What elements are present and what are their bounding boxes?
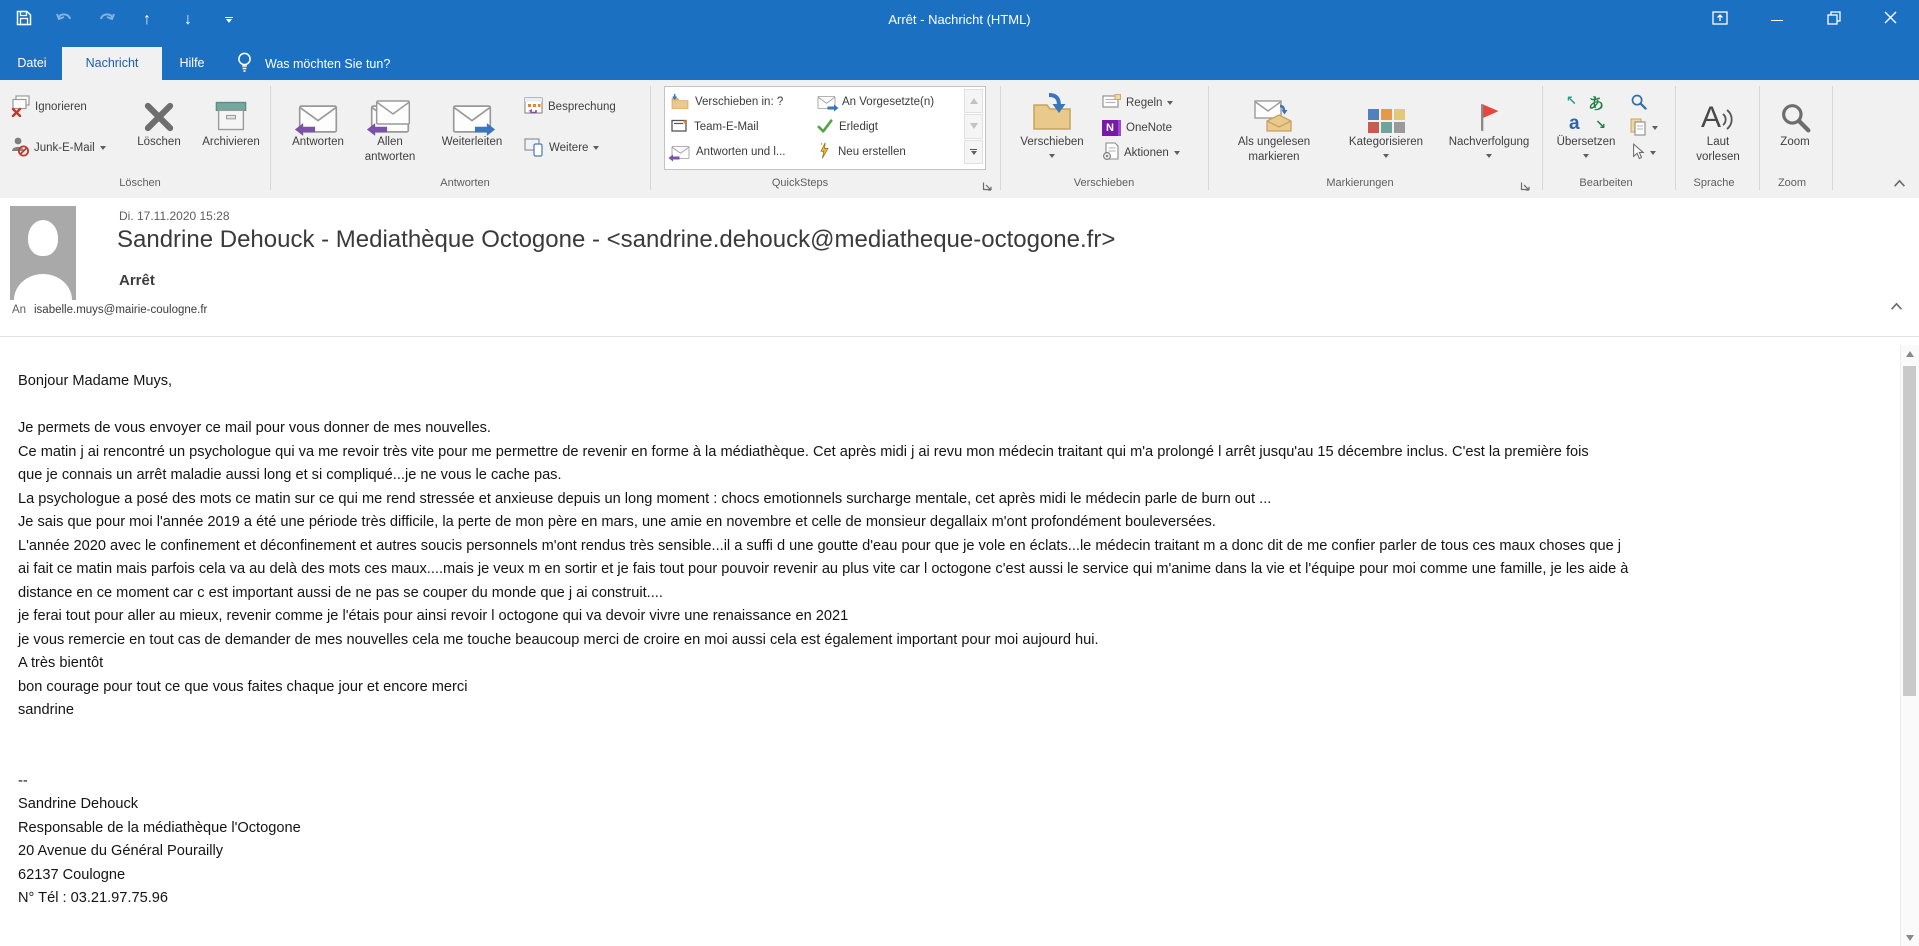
quicksteps-scroll-down[interactable]: [964, 114, 983, 138]
translate-label: Übersetzen: [1556, 136, 1616, 148]
meeting-icon: [524, 96, 543, 118]
scroll-up-icon: [1906, 351, 1914, 357]
avatar: [10, 206, 76, 300]
read-aloud-label-2: vorlesen: [1696, 151, 1740, 163]
body-line: Ce matin j ai rencontré un psychologue qui va me revoir très vite pour me permettre de revenir en forme à la médiathèque. Cet après midi j ai revu mon médecin traitant qui m'a prolongé l arrêt jusqu'au 15 décembre inclus. C'est la première fois: [18, 443, 1589, 460]
move-button[interactable]: [1006, 85, 1098, 171]
scroll-up-button[interactable]: [1901, 345, 1919, 362]
junk-label: Junk-E-Mail: [34, 142, 95, 154]
message-subject: Arrêt: [119, 272, 155, 289]
find-button[interactable]: [1630, 92, 1647, 114]
actions-label: Aktionen: [1124, 147, 1169, 159]
quicksteps-scroll-up[interactable]: [964, 89, 983, 113]
quickstep-to-manager-label: An Vorgesetzte(n): [842, 96, 935, 108]
quickstep-team-email-label: Team-E-Mail: [694, 121, 759, 133]
rules-button[interactable]: [1102, 92, 1173, 114]
tab-nachricht[interactable]: Nachricht: [62, 47, 162, 80]
group-label-language: Sprache: [1693, 177, 1735, 189]
body-line: --: [18, 772, 28, 789]
quicksteps-scrollbar: [964, 89, 983, 165]
followup-label: Nachverfolgung: [1448, 136, 1530, 148]
more-respond-button[interactable]: [524, 137, 599, 159]
group-label-zoom: Zoom: [1777, 177, 1807, 189]
more-respond-label: Weitere: [549, 142, 589, 154]
search-icon: [1630, 93, 1647, 113]
group-separator: [1208, 86, 1209, 190]
categorize-dropdown-icon: [1383, 154, 1389, 158]
message-date: Di. 17.11.2020 15:28: [119, 209, 230, 223]
onenote-label: OneNote: [1126, 122, 1173, 134]
reply-label: Antworten: [292, 136, 344, 148]
group-separator: [1832, 86, 1833, 190]
junk-button[interactable]: [10, 137, 106, 159]
translate-button[interactable]: [1546, 85, 1626, 171]
flag-icon: [1475, 85, 1503, 135]
translate-icon: ↖ あ a ↘: [1566, 93, 1606, 134]
read-aloud-label-1: Laut: [1706, 136, 1730, 148]
reply-delete-icon: [671, 146, 690, 159]
tell-me-box[interactable]: [236, 47, 390, 80]
restore-icon: [1827, 11, 1841, 30]
mark-unread-label-2: markieren: [1248, 151, 1300, 163]
collapse-ribbon-button[interactable]: [1893, 177, 1906, 190]
quickstep-move-to[interactable]: [671, 91, 783, 113]
forward-icon: [452, 85, 492, 135]
body-line: A très bientôt: [18, 655, 104, 671]
rules-dropdown-icon: [1167, 101, 1173, 105]
pages-icon: [1630, 118, 1647, 139]
select-dropdown-icon: [1650, 151, 1656, 155]
rules-icon: [1102, 94, 1121, 112]
body-line: Je permets de vous envoyer ce mail pour vous donner de mes nouvelles.: [18, 420, 491, 436]
to-manager-icon: [817, 96, 836, 109]
scroll-down-icon: [1906, 935, 1914, 941]
followup-button[interactable]: [1438, 85, 1540, 171]
message-body-text: [18, 370, 1628, 911]
vertical-scrollbar[interactable]: [1900, 345, 1919, 946]
related-dropdown-icon: [1652, 126, 1658, 130]
message-body[interactable]: [0, 337, 1901, 946]
zoom-icon: [1779, 85, 1811, 135]
ignore-label: Ignorieren: [35, 101, 87, 113]
reply-all-icon: [370, 85, 410, 135]
quickstep-done-label: Erledigt: [839, 121, 878, 133]
quickstep-move-to-label: Verschieben in: ?: [695, 96, 784, 108]
group-label-editing: Bearbeiten: [1579, 177, 1633, 189]
body-line: ai fait ce matin mais parfois cela va au delà des mots ces maux....mais je veux m en sortir et je fais tout pour pouvoir revenir au plus vite car l octogone c'est aussi le service qui m'anime dans la vie et l'équipe pour moi comme une famille, je les aide à: [18, 561, 1629, 577]
signature-phone: N° Tél : 03.21.97.75.96: [18, 890, 168, 906]
message-sender[interactable]: Sandrine Dehouck - Mediathèque Octogone - <sandrine.dehouck@mediatheque-octogone.fr>: [117, 226, 1116, 253]
read-aloud-button[interactable]: [1679, 85, 1757, 171]
archive-label: Archivieren: [202, 136, 260, 148]
more-respond-icon: [524, 137, 544, 160]
body-line: distance en ce moment car c est important aussi de ne pas se couper du monde que j ai construit....: [18, 584, 663, 601]
body-line: La psychologue a posé des mots ce matin sur ce qui me rend stressée et anxieuse depuis un long moment : chocs emotionnels surcharge mentale, cet après midi le médecin parle de burn out ...: [18, 490, 1272, 507]
quickstep-reply-delete-label: Antworten und l...: [696, 146, 786, 158]
onenote-icon: N: [1102, 120, 1121, 136]
signature-name: Sandrine Dehouck: [18, 796, 139, 812]
actions-button[interactable]: [1102, 142, 1180, 164]
reply-all-label-2: antworten: [364, 151, 416, 163]
translate-dropdown-icon: [1583, 154, 1589, 158]
window-controls: [1691, 0, 1919, 40]
meeting-label: Besprechung: [548, 101, 616, 113]
body-line: Bonjour Madame Muys,: [18, 373, 173, 389]
folder-move-icon: [671, 93, 689, 112]
group-label-tags: Markierungen: [1326, 177, 1394, 189]
to-address[interactable]: isabelle.muys@mairie-coulogne.fr: [34, 304, 208, 316]
move-dropdown-icon: [1049, 154, 1055, 158]
group-separator: [1759, 86, 1760, 190]
followup-dropdown-icon: [1486, 154, 1492, 158]
quicksteps-more-button[interactable]: [964, 140, 983, 164]
quicksteps-dialog-launcher[interactable]: [980, 179, 993, 192]
minimize-icon: [1771, 20, 1783, 21]
junk-dropdown-icon: [100, 146, 106, 150]
tell-me-label: Was möchten Sie tun?: [265, 56, 391, 71]
zoom-button[interactable]: [1762, 85, 1828, 171]
select-button[interactable]: [1631, 142, 1656, 164]
create-new-icon: [817, 142, 832, 162]
ignore-button[interactable]: [10, 96, 87, 118]
reply-all-button[interactable]: [354, 85, 426, 171]
reply-all-label-1: Allen: [377, 136, 403, 148]
minimize-button[interactable]: [1748, 0, 1805, 40]
ribbon: [0, 80, 1919, 199]
team-email-icon: [671, 119, 688, 136]
tab-datei[interactable]: Datei: [17, 56, 47, 70]
forward-label: Weiterleiten: [441, 136, 503, 148]
tab-hilfe[interactable]: Hilfe: [179, 56, 205, 70]
junk-icon: [10, 136, 29, 160]
scrollbar-thumb[interactable]: [1903, 366, 1916, 696]
group-label-respond: Antworten: [440, 177, 490, 189]
reply-icon: [298, 85, 338, 135]
ribbon-display-options-icon: [1712, 11, 1728, 30]
move-label: Verschieben: [1020, 136, 1084, 148]
group-label-quicksteps: QuickSteps: [771, 177, 829, 189]
body-line: L'année 2020 avec le confinement et déconfinement et autres soucis personnels m'ont rendus très sensible...il a suffi d une goutte d'eau pour que je vole en éclats...le médecin traitant m a donc dit de me confier parler de tous ces maux choses que j: [18, 537, 1622, 554]
tags-dialog-launcher[interactable]: [1518, 179, 1531, 192]
body-line: [18, 746, 1628, 770]
quickstep-to-manager[interactable]: [817, 91, 934, 113]
titlebar: [0, 0, 1919, 40]
body-line: Je sais que pour moi l'année 2019 a été une période très difficile, la perte de mon père en mars, une amie en novembre et celle de monsieur degallaix m'ont profondément bouleversées.: [18, 514, 1216, 530]
group-separator: [1675, 86, 1676, 190]
cursor-icon: [1631, 143, 1645, 164]
body-line: bon courage pour tout ce que vous faites chaque jour et encore merci: [18, 678, 468, 695]
group-separator: [270, 86, 271, 190]
zoom-label: Zoom: [1780, 136, 1810, 148]
body-line: sandrine: [18, 702, 74, 718]
archive-button[interactable]: [192, 85, 270, 171]
ignore-icon: [10, 95, 30, 120]
body-line: que je connais un arrêt maladie aussi long et si compliqué...je ne vous le cache pas.: [18, 467, 562, 483]
collapse-header-button[interactable]: [1888, 300, 1904, 312]
body-line: je vous remercie en tout cas de demander de mes nouvelles cela me touche beaucoup merci de croire en moi aussi cela est également important pour moi aujourd hui.: [18, 631, 1099, 648]
quicksteps-gallery: [664, 86, 986, 170]
signature-city: 62137 Coulogne: [18, 866, 126, 883]
mark-unread-label-1: Als ungelesen: [1237, 136, 1311, 148]
mark-unread-icon: [1253, 85, 1295, 135]
arrow-down-icon: ↓: [184, 11, 192, 28]
body-line: [18, 723, 1628, 747]
quickstep-reply-delete[interactable]: [671, 141, 786, 163]
quickstep-team-email[interactable]: [671, 116, 759, 138]
delete-icon: [143, 85, 175, 135]
more-respond-dropdown-icon: [593, 146, 599, 150]
archive-icon: [213, 85, 249, 135]
restore-button[interactable]: [1805, 0, 1862, 40]
signature-role: Responsable de la médiathèque l'Octogone: [18, 819, 301, 836]
move-folder-icon: [1031, 85, 1073, 135]
quickstep-create-new-label: Neu erstellen: [838, 146, 906, 158]
quickstep-create-new[interactable]: [817, 141, 906, 163]
categorize-icon: [1368, 85, 1405, 135]
forward-button[interactable]: [428, 85, 516, 171]
signature-street: 20 Avenue du Général Pourailly: [18, 843, 223, 859]
body-line: je ferai tout pour aller au mieux, revenir comme je l'étais pour ainsi revoir l octogone qui va devoir vivre une renaissance en 2021: [18, 608, 849, 624]
actions-icon: [1102, 142, 1119, 164]
close-button[interactable]: [1862, 0, 1919, 40]
meeting-button[interactable]: [524, 96, 616, 118]
ribbon-display-options-button[interactable]: [1691, 0, 1748, 40]
related-button[interactable]: [1630, 117, 1658, 139]
categorize-label: Kategorisieren: [1348, 136, 1424, 148]
body-line: [18, 394, 1628, 418]
delete-label: Löschen: [137, 136, 181, 148]
read-aloud-icon: A: [1701, 85, 1735, 135]
actions-dropdown-icon: [1174, 151, 1180, 155]
group-label-delete: Löschen: [119, 177, 161, 189]
categorize-button[interactable]: [1334, 85, 1438, 171]
arrow-up-icon: ↑: [143, 11, 151, 28]
ribbon-tabs: [0, 40, 1919, 80]
lightbulb-icon: [236, 51, 253, 76]
scroll-down-button[interactable]: [1901, 929, 1919, 946]
quickstep-done[interactable]: [817, 116, 878, 138]
window-title: Arrêt - Nachricht (HTML): [888, 12, 1031, 27]
group-separator: [1542, 86, 1543, 190]
reply-button[interactable]: [282, 85, 354, 171]
group-separator: [1000, 86, 1001, 190]
rules-label: Regeln: [1126, 97, 1163, 109]
close-icon: [1884, 11, 1897, 29]
onenote-button[interactable]: [1102, 117, 1172, 139]
delete-button[interactable]: [128, 85, 190, 171]
group-separator: [650, 86, 651, 190]
mark-unread-button[interactable]: [1214, 85, 1334, 171]
to-label: An: [12, 304, 27, 316]
message-header: [0, 198, 1919, 336]
group-label-move: Verschieben: [1073, 177, 1135, 189]
done-check-icon: [817, 118, 833, 137]
